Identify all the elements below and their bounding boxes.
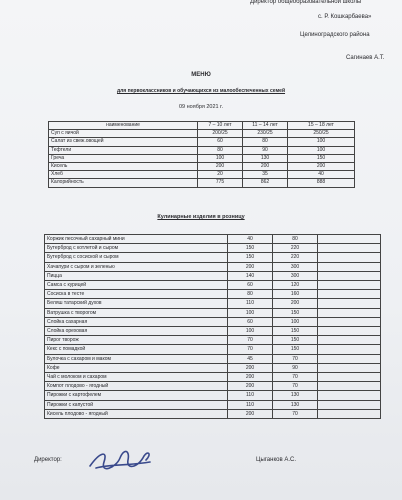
- table-row: [45, 290, 381, 299]
- table-row: [45, 336, 381, 345]
- table-row: [45, 281, 381, 290]
- table-row: [45, 244, 381, 253]
- item-name: Пирожки с капустой: [45, 400, 228, 409]
- table-row: [45, 299, 381, 308]
- dish-name: Кисель: [49, 163, 198, 171]
- table-row: [49, 163, 355, 171]
- item-name: Пицца: [45, 271, 228, 280]
- item-name: Беляш татарский духов: [45, 299, 228, 308]
- page-title: МЕНЮ: [191, 72, 211, 78]
- empty-cell: [318, 281, 381, 290]
- header-line-3: Целиноградского района: [300, 32, 370, 38]
- item-name: Сосиска в тесте: [45, 290, 228, 299]
- table-row: [49, 171, 355, 179]
- portion-cell: 100: [198, 154, 243, 162]
- director-name: Цыганков А.С.: [256, 457, 297, 463]
- price-cell: 70: [273, 382, 318, 391]
- table-row: [45, 345, 381, 354]
- table-row: [45, 373, 381, 382]
- table-row: [45, 317, 381, 326]
- empty-cell: [318, 363, 381, 372]
- price-cell: 150: [273, 308, 318, 317]
- empty-cell: [318, 235, 381, 244]
- retail-table-body: [45, 235, 381, 419]
- column-header: наименование: [49, 122, 198, 130]
- item-name: Пирожки с картофелем: [45, 391, 228, 400]
- price-cell: 130: [273, 391, 318, 400]
- dish-name: Салат из свеж.овощей: [49, 138, 198, 146]
- calories-label: Калорийность: [49, 179, 198, 187]
- item-name: Бутерброд с сосиской и сыром: [45, 253, 228, 262]
- menu-table: [48, 121, 355, 188]
- item-name: Самса с курицей: [45, 281, 228, 290]
- table-row: [45, 235, 381, 244]
- price-cell: 120: [273, 281, 318, 290]
- table-row: [45, 400, 381, 409]
- weight-cell: 140: [228, 271, 273, 280]
- portion-cell: 200: [288, 163, 355, 171]
- item-name: Коржик песочный сахарный мини: [45, 235, 228, 244]
- empty-cell: [318, 317, 381, 326]
- price-cell: 100: [273, 317, 318, 326]
- empty-cell: [318, 271, 381, 280]
- price-cell: 70: [273, 354, 318, 363]
- table-row: [45, 363, 381, 372]
- item-name: Булочка с сахаром и маком: [45, 354, 228, 363]
- price-cell: 130: [273, 400, 318, 409]
- price-cell: 150: [273, 327, 318, 336]
- empty-cell: [318, 400, 381, 409]
- portion-cell: 80: [243, 138, 288, 146]
- weight-cell: 80: [228, 290, 273, 299]
- retail-table: [44, 234, 381, 419]
- table-header-row: [49, 122, 355, 130]
- item-name: Пирог творож: [45, 336, 228, 345]
- portion-cell: 100: [288, 138, 355, 146]
- empty-cell: [318, 409, 381, 418]
- portion-cell: 100: [288, 146, 355, 154]
- weight-cell: 150: [228, 253, 273, 262]
- weight-cell: 200: [228, 409, 273, 418]
- table-row: [45, 327, 381, 336]
- empty-cell: [318, 253, 381, 262]
- portion-cell: 60: [198, 138, 243, 146]
- portion-cell: 80: [198, 146, 243, 154]
- portion-cell: 35: [243, 171, 288, 179]
- table-row: [49, 138, 355, 146]
- price-cell: 150: [273, 336, 318, 345]
- weight-cell: 60: [228, 281, 273, 290]
- weight-cell: 70: [228, 336, 273, 345]
- price-cell: 300: [273, 262, 318, 271]
- calories-cell: 775: [198, 179, 243, 187]
- empty-cell: [318, 336, 381, 345]
- price-cell: 70: [273, 373, 318, 382]
- empty-cell: [318, 327, 381, 336]
- empty-cell: [318, 262, 381, 271]
- column-header: 7 – 10 лет: [198, 122, 243, 130]
- portion-cell: 150: [288, 154, 355, 162]
- table-row: [45, 409, 381, 418]
- item-name: Компот плодово - ягодный: [45, 382, 228, 391]
- weight-cell: 110: [228, 400, 273, 409]
- price-cell: 220: [273, 253, 318, 262]
- dish-name: Суп с яичой: [49, 130, 198, 138]
- table-row: [45, 253, 381, 262]
- item-name: Бутерброд с котлетой и сыром: [45, 244, 228, 253]
- portion-cell: 130: [243, 154, 288, 162]
- price-cell: 90: [273, 363, 318, 372]
- portion-cell: 90: [243, 146, 288, 154]
- weight-cell: 200: [228, 373, 273, 382]
- calories-cell: 888: [288, 179, 355, 187]
- director-signature: [86, 446, 156, 479]
- weight-cell: 70: [228, 345, 273, 354]
- table-row: [45, 391, 381, 400]
- header-line-2: с. Р. Кошкарбаева»: [318, 14, 372, 20]
- price-cell: 220: [273, 244, 318, 253]
- dish-name: Греча: [49, 154, 198, 162]
- price-cell: 80: [273, 235, 318, 244]
- menu-date: 09 ноября 2021 г.: [179, 104, 223, 110]
- director-label: Директор:: [34, 457, 62, 463]
- signature-scribble: [86, 446, 156, 474]
- price-cell: 150: [273, 345, 318, 354]
- table-row: [49, 146, 355, 154]
- price-cell: 200: [273, 299, 318, 308]
- dish-name: Тефтели: [49, 146, 198, 154]
- weight-cell: 200: [228, 382, 273, 391]
- portion-cell: 200/25: [198, 130, 243, 138]
- weight-cell: 60: [228, 317, 273, 326]
- item-name: Ватрушка с творогом: [45, 308, 228, 317]
- empty-cell: [318, 391, 381, 400]
- empty-cell: [318, 345, 381, 354]
- item-name: Слойка сахарная: [45, 317, 228, 326]
- table-row: [49, 154, 355, 162]
- empty-cell: [318, 382, 381, 391]
- portion-cell: 250/25: [288, 130, 355, 138]
- table-row: [49, 179, 355, 187]
- portion-cell: 200: [243, 163, 288, 171]
- calories-cell: 862: [243, 179, 288, 187]
- table-row: [45, 382, 381, 391]
- table-row: [45, 271, 381, 280]
- column-header: 11 – 14 лет: [243, 122, 288, 130]
- empty-cell: [318, 290, 381, 299]
- item-name: Слойка ореховая: [45, 327, 228, 336]
- empty-cell: [318, 373, 381, 382]
- page-subtitle: для первоклассников и обучающихся из малообеспеченных семей: [116, 88, 286, 94]
- item-name: Хачапури с сыром и зеленью: [45, 262, 228, 271]
- empty-cell: [318, 354, 381, 363]
- weight-cell: 200: [228, 262, 273, 271]
- weight-cell: 200: [228, 363, 273, 372]
- table-row: [45, 308, 381, 317]
- header-line-4: Сагинаев А.Т.: [346, 55, 385, 61]
- table-row: [45, 262, 381, 271]
- item-name: Кисель плодово - ягодный: [45, 409, 228, 418]
- portion-cell: 230/25: [243, 130, 288, 138]
- weight-cell: 45: [228, 354, 273, 363]
- table-row: [45, 354, 381, 363]
- empty-cell: [318, 299, 381, 308]
- weight-cell: 40: [228, 235, 273, 244]
- price-cell: 300: [273, 271, 318, 280]
- empty-cell: [318, 244, 381, 253]
- weight-cell: 110: [228, 299, 273, 308]
- item-name: Кофе: [45, 363, 228, 372]
- retail-title: Кулинарные изделия в розницу: [157, 214, 245, 220]
- weight-cell: 110: [228, 391, 273, 400]
- portion-cell: 200: [198, 163, 243, 171]
- table-row: [49, 130, 355, 138]
- item-name: Кекс с помадкой: [45, 345, 228, 354]
- empty-cell: [318, 308, 381, 317]
- header-line-1: Директор общеобразовательной школы: [250, 0, 362, 5]
- weight-cell: 100: [228, 308, 273, 317]
- portion-cell: 20: [198, 171, 243, 179]
- dish-name: Хлеб: [49, 171, 198, 179]
- weight-cell: 100: [228, 327, 273, 336]
- price-cell: 70: [273, 409, 318, 418]
- portion-cell: 40: [288, 171, 355, 179]
- price-cell: 160: [273, 290, 318, 299]
- item-name: Чай с молоком и сахаром: [45, 373, 228, 382]
- column-header: 15 – 18 лет: [288, 122, 355, 130]
- weight-cell: 150: [228, 244, 273, 253]
